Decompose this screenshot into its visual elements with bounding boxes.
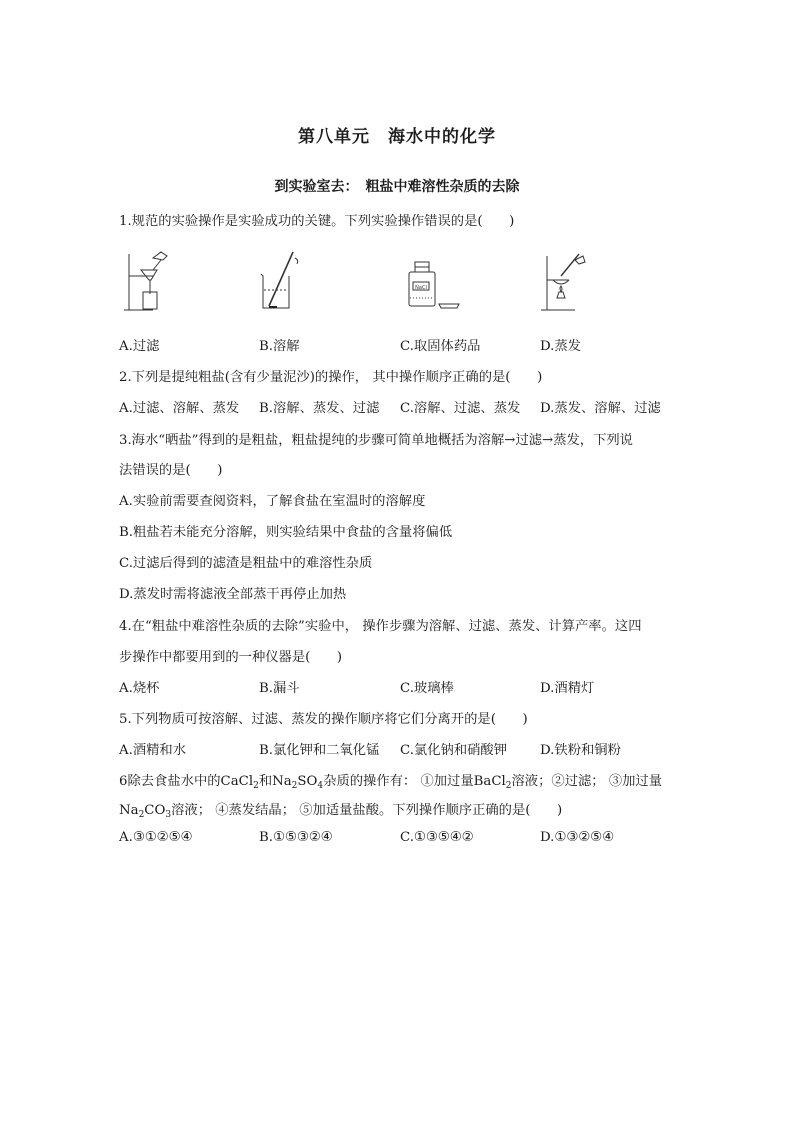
question-4-option-a: A.烧杯 bbox=[119, 681, 160, 696]
q6-sub-a: 2 bbox=[253, 781, 259, 791]
dissolving-beaker-figure bbox=[257, 248, 305, 314]
question-3-stem-line-2: 法错误的是( ) bbox=[119, 463, 223, 478]
q6-sub-c: 4 bbox=[317, 781, 324, 791]
question-5-option-d: D.铁粉和铜粉 bbox=[540, 743, 621, 758]
filtration-apparatus-figure bbox=[123, 248, 171, 314]
question-3-option-d: D.蒸发时需将滤液全部蒸干再停止加热 bbox=[119, 587, 347, 602]
question-1-stem: 1.规范的实验操作是实验成功的关键。下列实验操作错误的是( ) bbox=[119, 214, 515, 229]
q6-text-a: 6除去食盐水中的CaCl bbox=[119, 774, 254, 789]
question-4-stem-line-1: 4.在“粗盐中难溶性杂质的去除”实验中， 操作步骤为溶解、过滤、蒸发、计算产率。这四 bbox=[119, 619, 642, 634]
page-title: 第八单元 海水中的化学 bbox=[298, 127, 496, 147]
question-3-option-a: A.实验前需要查阅资料，了解食盐在室温时的溶解度 bbox=[119, 494, 426, 509]
question-1-figures bbox=[119, 248, 679, 318]
question-3-option-c: C.过滤后得到的滤渣是粗盐中的难溶性杂质 bbox=[119, 556, 373, 571]
q6-text-c: SO bbox=[297, 774, 318, 789]
question-4-option-d: D.酒精灯 bbox=[540, 681, 595, 696]
question-1-option-c: C.取固体药品 bbox=[400, 339, 481, 354]
q6-text-d: 杂质的操作有： ①加过量BaCl bbox=[323, 774, 506, 789]
question-3-option-b: B.粗盐若未能充分溶解，则实验结果中食盐的含量将偏低 bbox=[119, 525, 453, 540]
question-4-stem-line-2: 步操作中都要用到的一种仪器是( ) bbox=[119, 650, 343, 665]
question-2-stem: 2.下列是提纯粗盐(含有少量泥沙)的操作， 其中操作顺序正确的是( ) bbox=[119, 370, 543, 385]
solid-reagent-figure bbox=[405, 248, 465, 314]
q6-sub-g: 3 bbox=[165, 810, 172, 820]
question-2-option-b: B.溶解、蒸发、过滤 bbox=[259, 401, 380, 416]
question-3-stem-line-1: 3.海水“晒盐”得到的是粗盐，粗盐提纯的步骤可简单地概括为溶解→过滤→蒸发，下列说 bbox=[119, 433, 633, 448]
question-2-option-d: D.蒸发、溶解、过滤 bbox=[540, 401, 661, 416]
question-4-option-b: B.漏斗 bbox=[259, 681, 300, 696]
question-6-option-a: A.③①②⑤④ bbox=[119, 830, 193, 845]
question-1-option-a: A.过滤 bbox=[119, 339, 160, 354]
section-subtitle: 到实验室去： 粗盐中难溶性杂质的去除 bbox=[274, 179, 520, 195]
question-6-stem-line-2 bbox=[119, 802, 562, 824]
evaporation-apparatus-figure bbox=[539, 248, 589, 314]
q6-sub-f: 2 bbox=[138, 810, 145, 820]
question-2-option-a: A.过滤、溶解、蒸发 bbox=[119, 401, 240, 416]
question-5-option-a: A.酒精和水 bbox=[119, 743, 187, 758]
q6-text-e: 溶液；②过滤； ③加过量 bbox=[511, 774, 663, 789]
question-5-option-b: B.氯化钾和二氧化锰 bbox=[259, 743, 380, 758]
nacl-bottle-label: NaCl bbox=[415, 285, 427, 291]
question-6-option-d: D.①③②⑤④ bbox=[540, 830, 615, 845]
question-5-stem: 5.下列物质可按溶解、过滤、蒸发的操作顺序将它们分离开的是( ) bbox=[119, 712, 528, 727]
q6-line2-c: 溶液； ④蒸发结晶； ⑤加适量盐酸。下列操作顺序正确的是( ) bbox=[171, 803, 563, 818]
question-5-option-c: C.氯化钠和硝酸钾 bbox=[400, 743, 508, 758]
q6-sub-b: 2 bbox=[291, 781, 298, 791]
question-6-stem-line-1 bbox=[119, 773, 662, 795]
question-6-option-c: C.①③⑤④② bbox=[400, 830, 474, 845]
q6-line2-b: CO bbox=[144, 803, 166, 818]
q6-text-b: 和Na bbox=[258, 774, 292, 789]
question-6-option-b: B.①⑤③②④ bbox=[259, 830, 333, 845]
question-1-option-d: D.蒸发 bbox=[540, 339, 582, 354]
question-1-option-b: B.溶解 bbox=[259, 339, 300, 354]
q6-line2-a: Na bbox=[119, 803, 139, 818]
question-4-option-c: C.玻璃棒 bbox=[400, 681, 454, 696]
question-2-option-c: C.溶解、过滤、蒸发 bbox=[400, 401, 521, 416]
q6-sub-d: 2 bbox=[505, 781, 512, 791]
